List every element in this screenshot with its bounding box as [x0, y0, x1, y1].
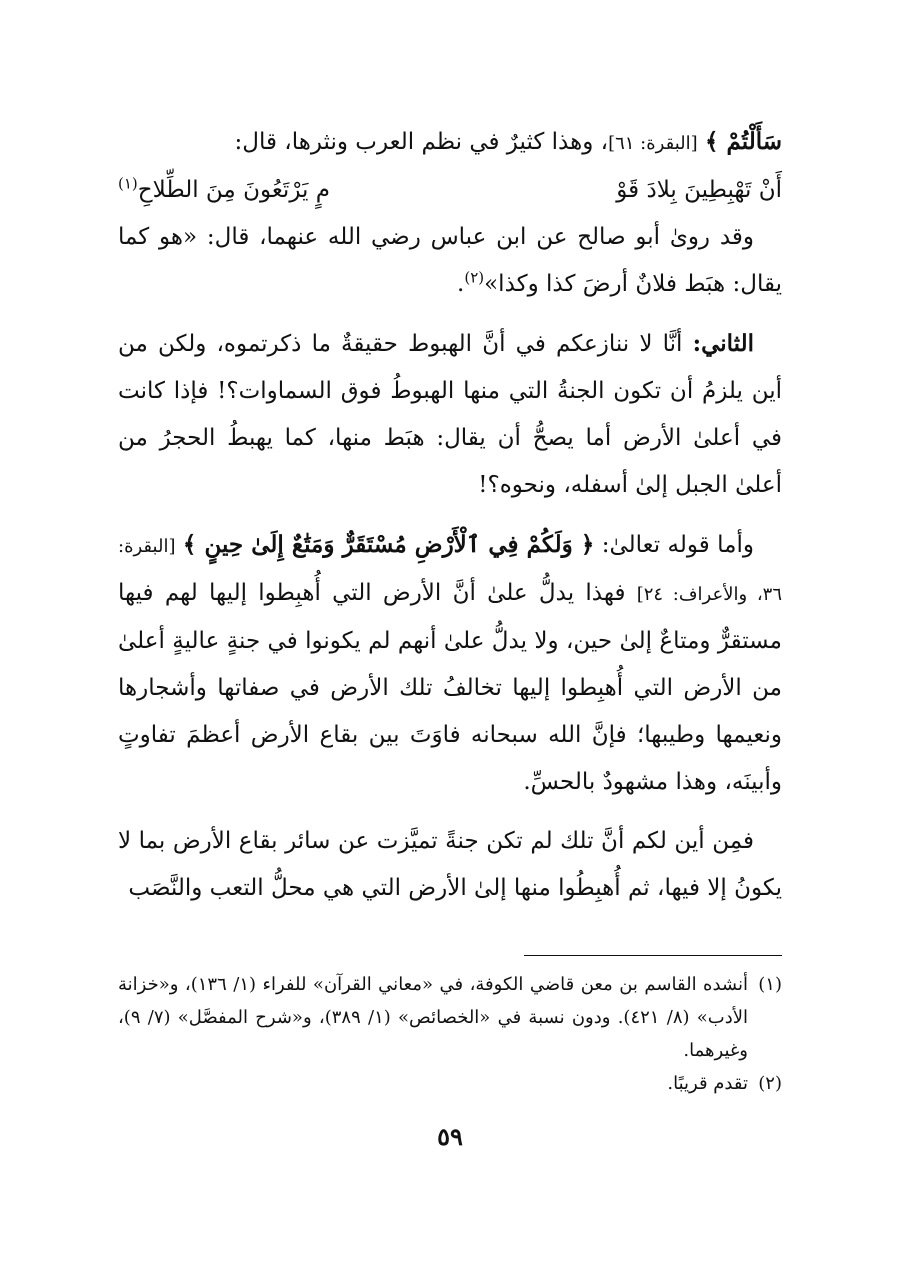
footnote-1-text: أنشده القاسم بن معن قاضي الكوفة، في «معاني القرآن» للفراء (١/ ١٣٦)، و«خزانة الأدب» (٨/ ٤٢١). ودون نسبة في «الخصائص» (١/ ٣٨٩)، و«شرح المفصَّل» (٧/ ٩)، وغيرهما.: [118, 974, 749, 1061]
paragraph-4: [118, 521, 782, 806]
footnote-2-text: تقدم قريبًا.: [667, 1073, 748, 1094]
footnote-2-number: (٢): [758, 1073, 782, 1094]
verse-second-hemistich: مٍ يَرْتَعُونَ مِنَ الطِّلاحِ: [137, 177, 330, 203]
footnote-marker-1: (١): [118, 174, 138, 193]
paragraph-4-intro: وأما قوله تعالىٰ:: [601, 532, 754, 558]
footnote-separator: [524, 955, 782, 956]
paragraph-2-text: وقد رویٰ أبو صالح عن ابن عباس رضي الله عنهما، قال: «هو كما يقال: هبَط فلانٌ أرضَ كذا وكذا»: [118, 224, 782, 297]
paragraph-3: [118, 320, 782, 509]
page-number: ٥٩: [437, 1122, 463, 1151]
verse-first-hemistich: أَنْ تَهْبِطِينَ بِلادَ قَوْ: [616, 177, 782, 203]
paragraph-3-text: أنَّا لا ننازعكم في أنَّ الهبوط حقيقةٌ ما ذكرتموه، ولكن من أين يلزمُ أن تكون الجنةُ التي منها الهبوطُ فوق السماوات؟! فإذا كانت في أعلىٰ الأرض أما يصحُّ أن يقال: هبَط منها، كما يهبطُ الحجرُ من أعلىٰ الجبل إلىٰ أسفله، ونحوه؟!: [118, 331, 782, 498]
paragraph-2: [118, 214, 782, 308]
main-text: [118, 118, 782, 912]
surah-reference-1: [البقرة: ٦١]: [608, 133, 698, 154]
paragraph-3-lead: الثاني:: [692, 330, 755, 357]
footnotes: [118, 968, 782, 1100]
quran-quote-2: ﴿ وَلَكُمْ فِي ٱلْأَرْضِ مُسْتَقَرٌّ وَمَتَٰعٌ إِلَىٰ حِينٍ ﴾: [182, 531, 595, 558]
footnote-1-number: (١): [758, 974, 782, 995]
paragraph-4-text: فهذا يدلُّ علىٰ أنَّ الأرض التي أُهبِطوا إليها لهم فيها مستقرٌّ ومتاعٌ إلىٰ حين، ولا يدلُّ علىٰ أنهم لم يكونوا في جنةٍ عاليةٍ أعلىٰ من الأرض التي أُهبِطوا إليها تخالفُ تلك الأرض في صفاتها وأشجارها ونعيمها وطيبها؛ فإنَّ الله سبحانه فاوَتَ بين بقاع الأرض أعظمَ تفاوتٍ وأبينَه، وهذا مشهودٌ بالحسِّ.: [118, 580, 782, 795]
paragraph-1: [118, 118, 782, 167]
footnote-2: [118, 1067, 782, 1100]
surah-reference-2: [البقرة: ٣٦، والأعراف: ٢٤]: [118, 536, 782, 605]
poetry-verse: [118, 167, 782, 214]
paragraph-5-text: فمِن أين لكم أنَّ تلك لم تكن جنةً تميَّزت عن سائر بقاع الأرض بما لا يكونُ إلا فيها، ثم أُهبِطُوا منها إلىٰ الأرض التي هي محلُّ التعب والنَّصَب: [118, 828, 782, 901]
footnote-1: [118, 968, 782, 1067]
verse-second-hemistich-wrap: [118, 167, 330, 214]
quran-quote-1: سَأَلْتُمْ ﴾: [704, 128, 782, 155]
paragraph-5: [118, 818, 782, 912]
footnote-marker-2: (٢): [464, 268, 485, 287]
paragraph-2-end: .: [457, 271, 465, 297]
paragraph-1-text: ، وهذا كثيرٌ في نظم العرب ونثرها، قال:: [234, 129, 609, 155]
